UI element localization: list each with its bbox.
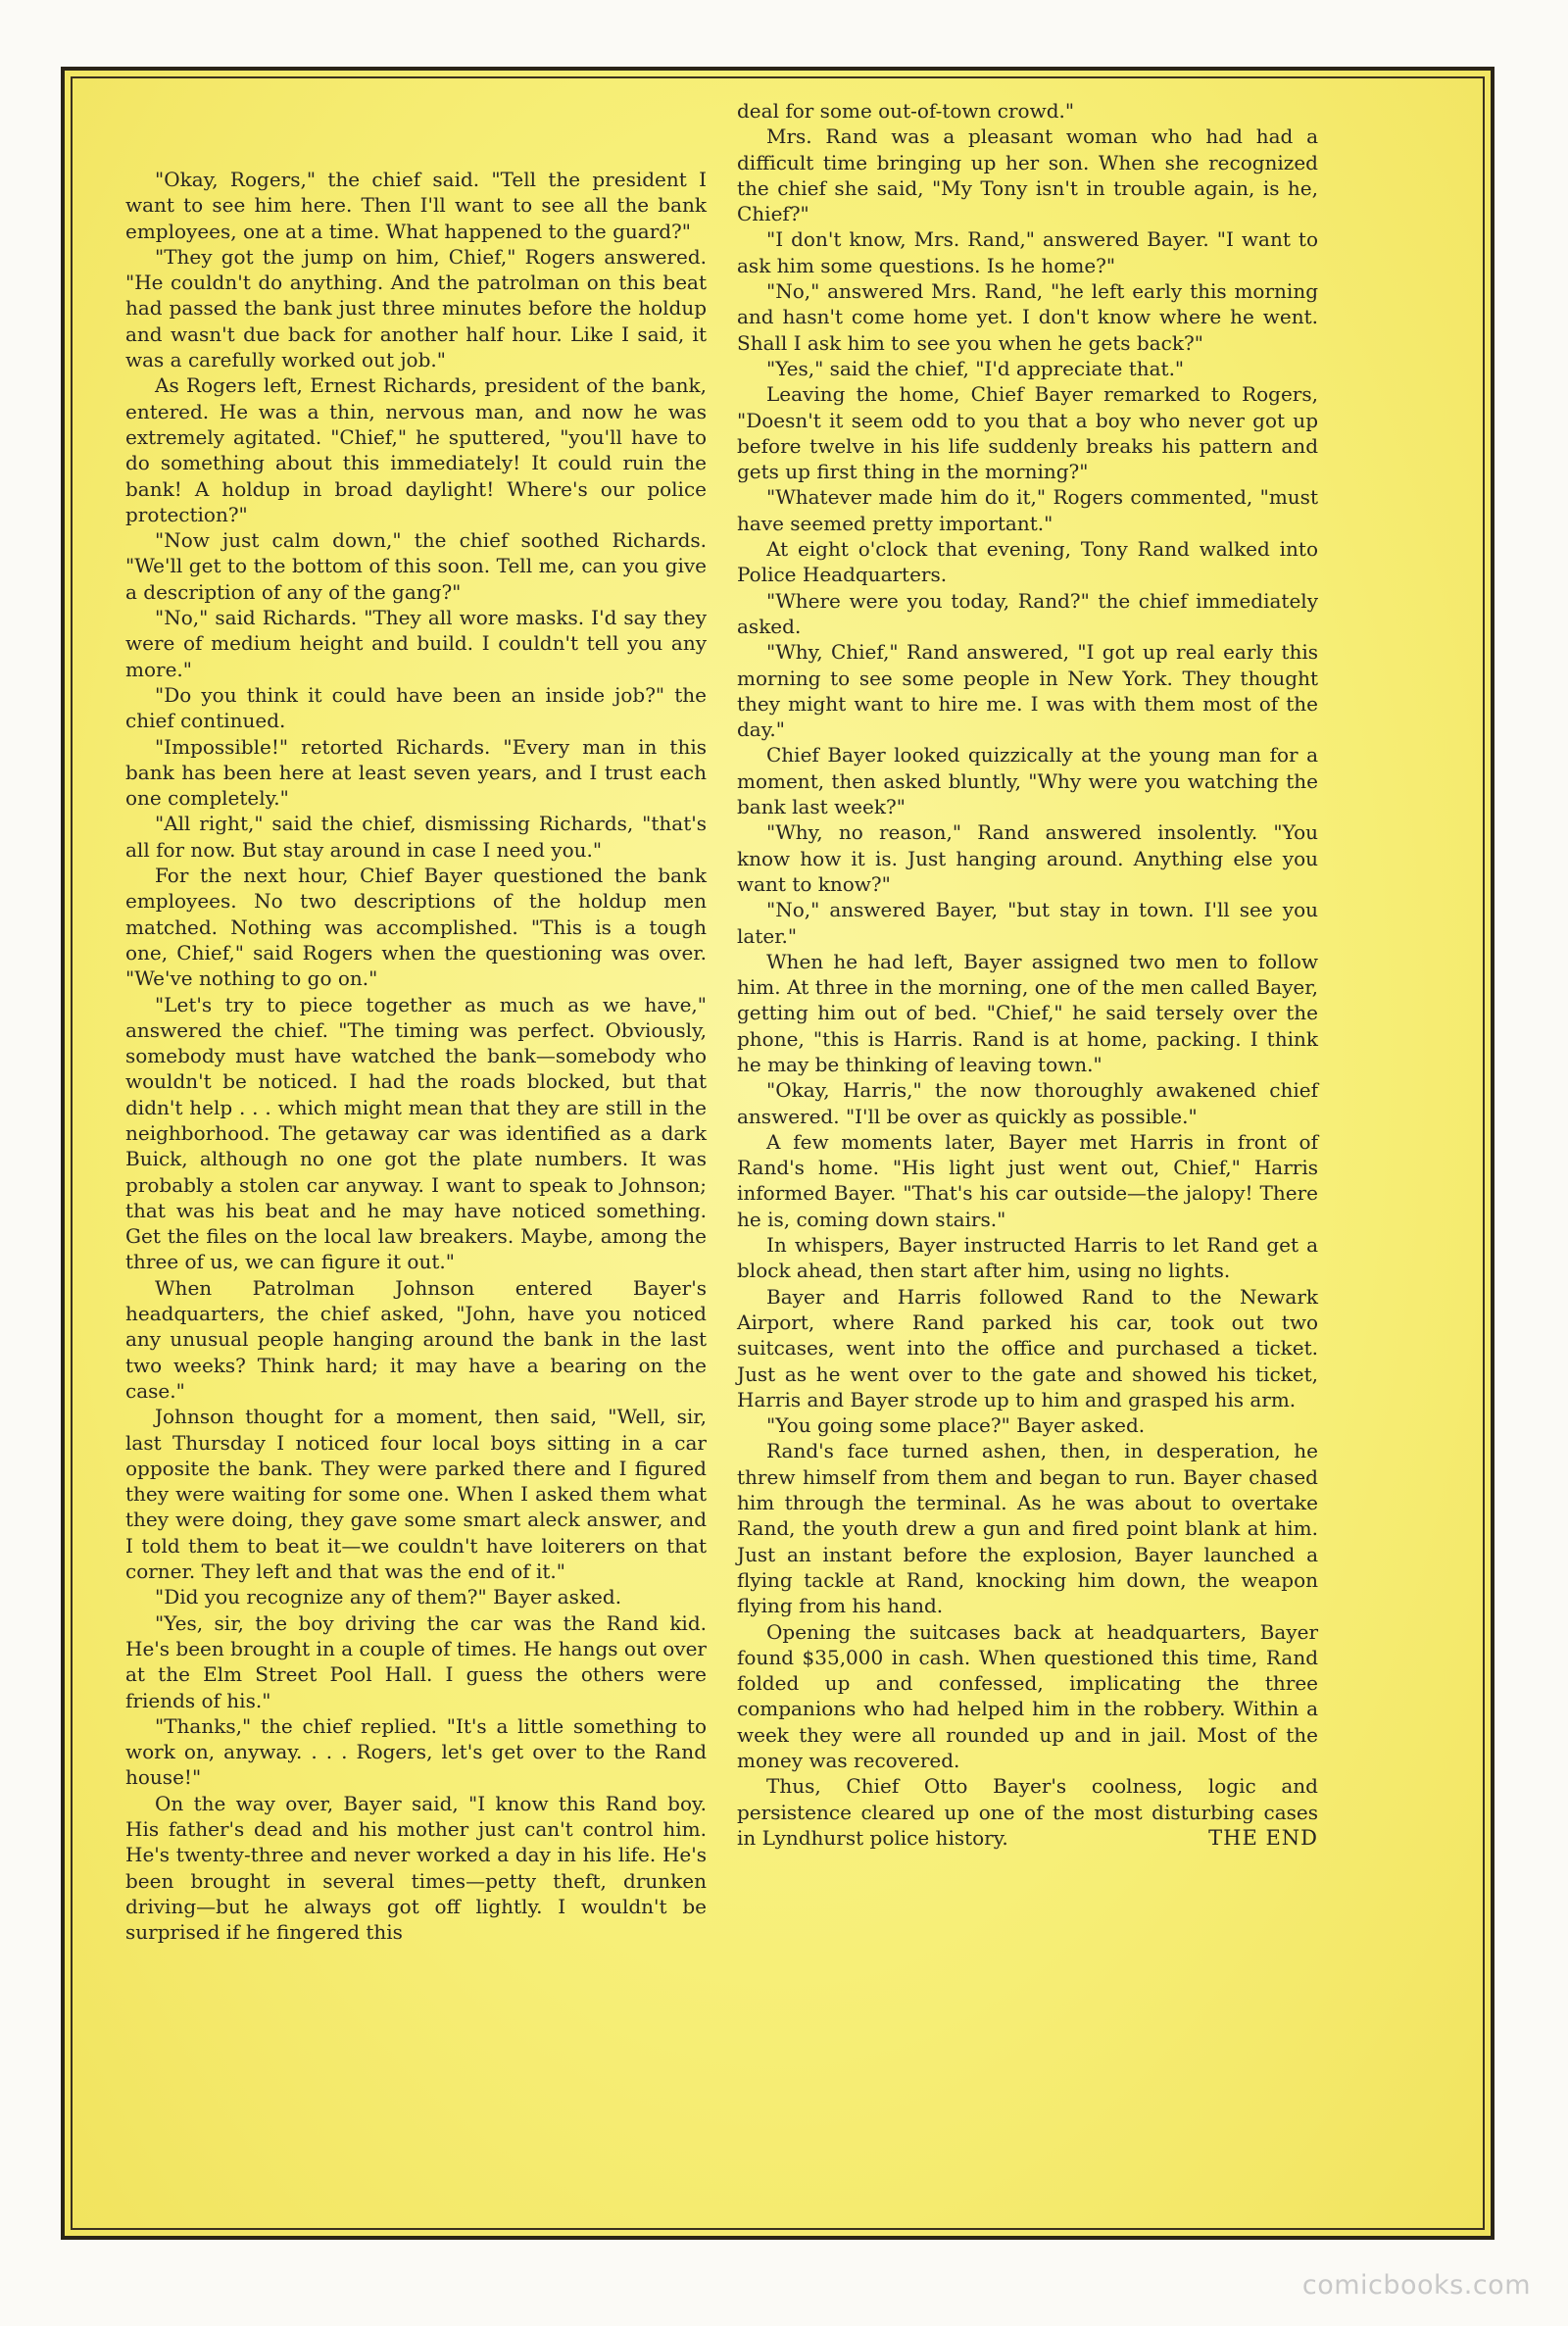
- paragraph: "Yes," said the chief, "I'd appreciate that.": [766, 356, 1185, 380]
- paragraph: "No," answered Mrs. Rand, "he left early this morning and hasn't come home yet. I don't know where he went. Shall I ask him to see you when he gets back?": [737, 279, 1318, 355]
- paragraph: "I don't know, Mrs. Rand," answered Bayer. "I want to ask him some questions. Is he home?": [737, 227, 1318, 277]
- paragraph: "Whatever made him do it," Rogers commented, "must have seemed pretty important.": [737, 485, 1318, 535]
- paragraph: deal for some out-of-town crowd.": [737, 99, 1075, 123]
- paragraph: A few moments later, Bayer met Harris in front of Rand's home. "His light just went out, Chief," Harris informed Bayer. "That's his car outside—the jalopy! There he is, coming down stairs.": [737, 1129, 1318, 1231]
- paragraph: In whispers, Bayer instructed Harris to let Rand get a block ahead, then start after him, using no lights.: [737, 1233, 1318, 1283]
- paragraph: Rand's face turned ashen, then, in desperation, he threw himself from them and began to run. Bayer chased him through the terminal. As he was about to overtake Rand, the youth drew a gun and fired point blank at him. Just an instant before the explosion, Bayer launched a flying tackle at Rand, knocking him down, the weapon flying from his hand.: [737, 1439, 1318, 1618]
- paragraph: "All right," said the chief, dismissing Richards, "that's all for now. But stay around in case I need you.": [125, 812, 707, 862]
- paragraph-text: Thus, Chief Otto Bayer's coolness, logic and persistence cleared up one of the most disturbing cases in Lyndhurst police history.: [737, 1774, 1318, 1850]
- paragraph: "Let's try to piece together as much as we have," answered the chief. "The timing was perfect. Obviously, somebody must have watched the bank—somebody who wouldn't be noticed. I had the roads blocked, but that didn't help . . . which might mean that they are still in the neighborhood. The getaway car was identified as a dark Buick, although no one got the plate numbers. It was probably a stolen car anyway. I want to speak to Johnson; that was his beat and he may have noticed something. Get the files on the local law breakers. Maybe, among the three of us, we can figure it out.": [125, 992, 707, 1274]
- paragraph: "Why, no reason," Rand answered insolently. "You know how it is. Just hanging around. Anything else you want to know?": [737, 820, 1318, 896]
- the-end-label: THE END: [1208, 1825, 1318, 1850]
- paragraph: Opening the suitcases back at headquarters, Bayer found $35,000 in cash. When questioned this time, Rand folded up and confessed, implicating the three companions who had helped him in the robbery. Within a week they were all rounded up and in jail. Most of the money was recovered.: [737, 1619, 1318, 1772]
- paragraph: "Okay, Harris," the now thoroughly awakened chief answered. "I'll be over as quickly as possible.": [737, 1078, 1318, 1128]
- paragraph: Bayer and Harris followed Rand to the Newark Airport, where Rand parked his car, took out two suitcases, went into the office and purchased a ticket. Just as he went over to the gate and showed his ticket, Harris and Bayer strode up to him and grasped his arm.: [737, 1284, 1318, 1411]
- paragraph: "Where were you today, Rand?" the chief immediately asked.: [737, 588, 1318, 638]
- paragraph: "Did you recognize any of them?" Bayer asked.: [155, 1585, 622, 1609]
- paragraph: For the next hour, Chief Bayer questioned the bank employees. No two descriptions of the holdup men matched. Nothing was accomplished. "This is a tough one, Chief," said Rogers when the questioning was over. "We've nothing to go on.": [125, 864, 707, 991]
- paragraph: As Rogers left, Ernest Richards, president of the bank, entered. He was a thin, nervous man, and now he was extremely agitated. "Chief," he sputtered, "you'll have to do something about this immediately! It could ruin the bank! A holdup in broad daylight! Where's our police protection?": [125, 373, 707, 526]
- paragraph: "They got the jump on him, Chief," Rogers answered. "He couldn't do anything. And the patrolman on this beat had passed the bank just three minutes before the holdup and wasn't due back for another half hour. Like I said, it was a carefully worked out job.": [125, 244, 707, 372]
- paragraph: On the way over, Bayer said, "I know this Rand boy. His father's dead and his mother just can't control him. He's twenty-three and never worked a day in his life. He's been brought in several times—petty theft, drunken driving—but he always got off lightly. I wouldn't be surprised if he fingered this: [125, 1791, 707, 1945]
- paragraph: "Now just calm down," the chief soothed Richards. "We'll get to the bottom of this soon. Tell me, can you give a description of any of the gang?": [125, 528, 707, 604]
- paragraph: "Thanks," the chief replied. "It's a little something to work on, anyway. . . . Rogers, let's get over to the Rand house!": [125, 1713, 707, 1790]
- paragraph: When he had left, Bayer assigned two men to follow him. At three in the morning, one of the men called Bayer, getting him out of bed. "Chief," he said tersely over the phone, "this is Harris. Rand is at home, packing. I think he may be thinking of leaving town.": [737, 949, 1318, 1076]
- paragraph: Leaving the home, Chief Bayer remarked to Rogers, "Doesn't it seem odd to you that a boy who never got up before twelve in his life suddenly breaks his pattern and gets up first thing in the morning?": [737, 382, 1318, 484]
- paragraph: "Why, Chief," Rand answered, "I got up real early this morning to see some people in New York. They thought they might want to hire me. I was with them most of the day.": [737, 640, 1318, 742]
- paragraph: At eight o'clock that evening, Tony Rand walked into Police Headquarters.: [737, 537, 1318, 587]
- right-column: [737, 98, 1318, 1851]
- paragraph: "No," said Richards. "They all wore masks. I'd say they were of medium height and build. I couldn't tell you any more.": [125, 606, 707, 681]
- paragraph: "Yes, sir, the boy driving the car was the Rand kid. He's been brought in a couple of times. He hangs out over at the Elm Street Pool Hall. I guess the others were friends of his.": [125, 1610, 707, 1712]
- paragraph: When Patrolman Johnson entered Bayer's headquarters, the chief asked, "John, have you noticed any unusual people hanging around the bank in the last two weeks? Think hard; it may have a bearing on the case.": [125, 1275, 707, 1403]
- left-column: [125, 167, 707, 1945]
- paragraph: "Do you think it could have been an inside job?" the chief continued.: [125, 682, 707, 733]
- paragraph: Chief Bayer looked quizzically at the young man for a moment, then asked bluntly, "Why were you watching the bank last week?": [737, 743, 1318, 819]
- final-paragraph: [737, 1773, 1318, 1851]
- site-watermark: comicbooks.com: [1301, 2270, 1531, 2301]
- paragraph: "No," answered Bayer, "but stay in town. I'll see you later.": [737, 898, 1318, 948]
- paragraph: "You going some place?" Bayer asked.: [766, 1413, 1146, 1438]
- paragraph: Johnson thought for a moment, then said, "Well, sir, last Thursday I noticed four local boys sitting in a car opposite the bank. They were parked there and I figured they were waiting for some one. When I asked them what they were doing, they gave some smart aleck answer, and I told them to beat it—we couldn't have loiterers on that corner. They left and that was the end of it.": [125, 1405, 707, 1584]
- paragraph: Mrs. Rand was a pleasant woman who had had a difficult time bringing up her son. When she recognized the chief she said, "My Tony isn't in trouble again, is he, Chief?": [737, 124, 1318, 226]
- paragraph: "Impossible!" retorted Richards. "Every man in this bank has been here at least seven years, and I trust each one completely.": [125, 734, 707, 811]
- paragraph: "Okay, Rogers," the chief said. "Tell the president I want to see him here. Then I'll want to see all the bank employees, one at a time. What happened to the guard?": [125, 168, 707, 243]
